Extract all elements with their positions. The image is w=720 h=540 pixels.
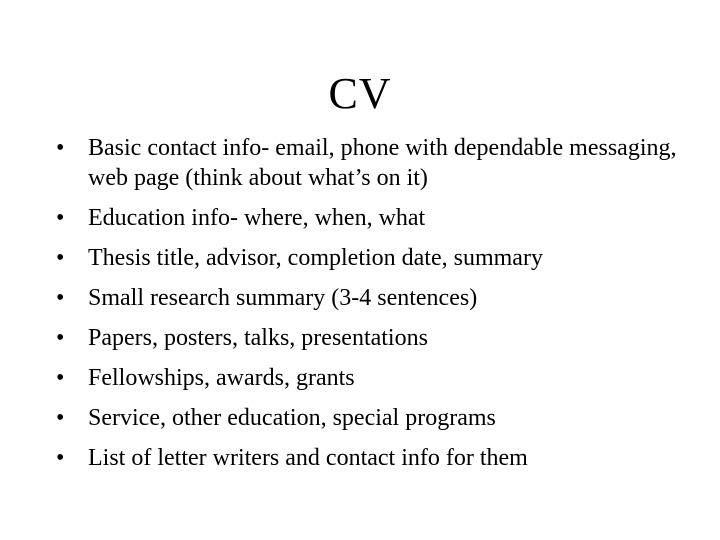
bullet-item (56, 283, 696, 313)
bullet-item (56, 323, 696, 353)
bullet-item (56, 443, 696, 473)
bullet-text: Thesis title, advisor, completion date, summary (88, 245, 543, 271)
bullet-dot: • (56, 205, 65, 231)
bullet-dot: • (56, 245, 65, 271)
bullet-text: Papers, posters, talks, presentations (88, 325, 428, 351)
bullet-text: Basic contact info- email, phone with dependable messaging, web page (think about what’s on it) (88, 135, 677, 191)
bullet-item (56, 203, 696, 233)
bullet-item (56, 133, 696, 193)
bullet-text: Service, other education, special programs (88, 405, 496, 431)
bullet-dot: • (56, 445, 65, 471)
bullet-dot: • (56, 135, 65, 161)
bullet-item (56, 403, 696, 433)
bullet-item (56, 363, 696, 393)
bullet-text: Small research summary (3-4 sentences) (88, 285, 478, 311)
bullet-dot: • (56, 405, 65, 431)
bullet-dot: • (56, 365, 65, 391)
bullet-list (56, 133, 696, 483)
bullet-text: List of letter writers and contact info for them (88, 445, 528, 471)
bullet-dot: • (56, 325, 65, 351)
bullet-dot: • (56, 285, 65, 311)
bullet-item (56, 243, 696, 273)
bullet-text: Education info- where, when, what (88, 205, 426, 231)
slide-title: CV (328, 69, 392, 118)
bullet-text: Fellowships, awards, grants (88, 365, 355, 391)
